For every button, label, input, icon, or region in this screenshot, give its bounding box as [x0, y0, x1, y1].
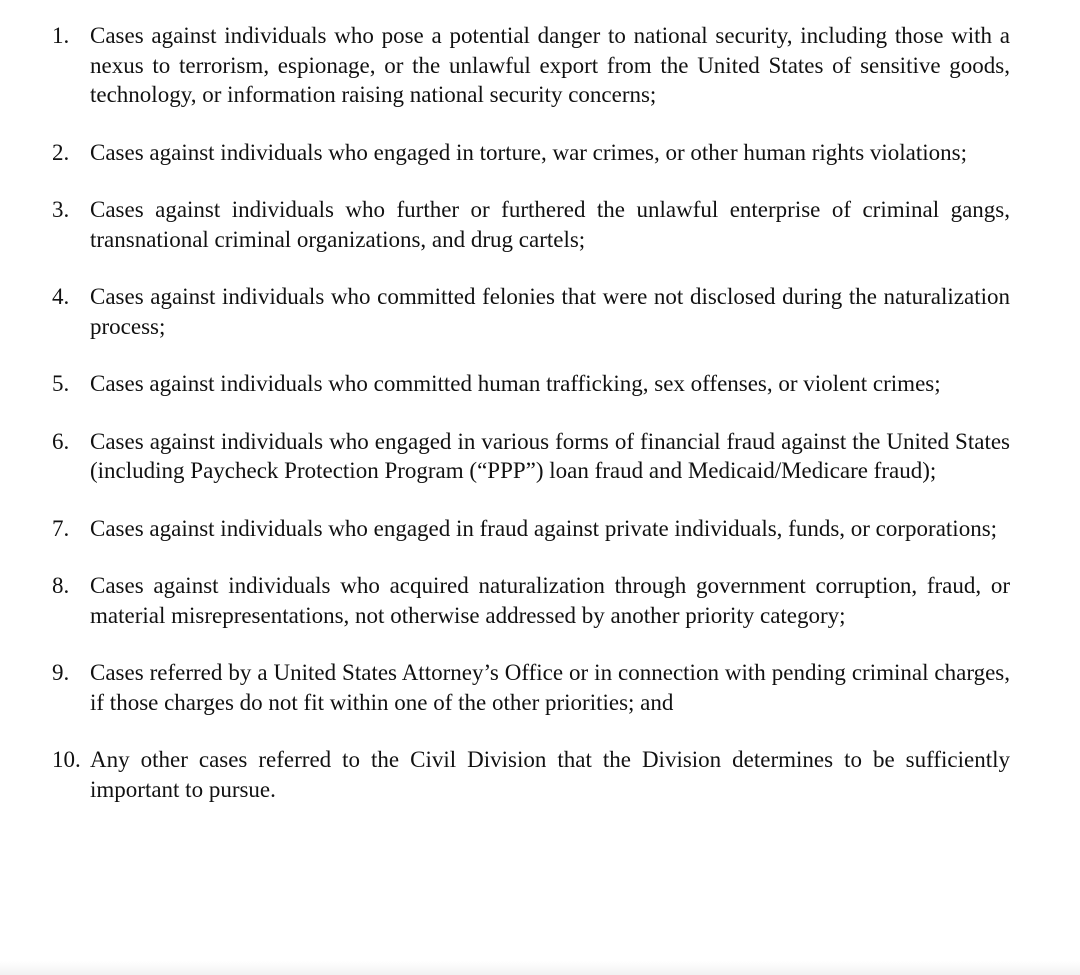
list-item-text: Cases against individuals who committed human trafficking, sex offenses, or violent crimes;	[90, 371, 941, 396]
list-item	[0, 21, 1080, 110]
list-item-number: 1.	[52, 23, 70, 48]
list-item	[0, 282, 1080, 341]
list-item	[0, 427, 1080, 486]
list-item-text: Cases referred by a United States Attorney’s Office or in connection with pending criminal charges, if those charges do not fit within one of the other priorities; and	[90, 660, 1010, 715]
priority-list	[0, 21, 1080, 832]
list-item-text: Cases against individuals who engaged in torture, war crimes, or other human rights violations;	[90, 139, 968, 165]
list-item	[0, 514, 1080, 544]
list-item-text: Cases against individuals who pose a potential danger to national security, including those with a nexus to terrorism, espionage, or the unlawful export from the United States of sensitive goods, technology, or information raising national security concerns;	[90, 23, 1010, 107]
list-item	[0, 195, 1080, 254]
list-item	[0, 369, 1080, 399]
list-item	[0, 138, 1080, 168]
list-item-text: Any other cases referred to the Civil Division that the Division determines to be sufficiently important to pursue.	[90, 747, 1010, 802]
list-item	[0, 745, 1080, 804]
list-item	[0, 571, 1080, 630]
bottom-edge-shadow	[0, 961, 1080, 975]
list-item-number: 9.	[52, 660, 70, 685]
list-item-number: 10.	[52, 747, 81, 772]
list-item-number: 8.	[52, 573, 70, 598]
list-item-text: Cases against individuals who engaged in various forms of financial fraud against the United States (including Paycheck Protection Program (“PPP”) loan fraud and Medicaid/Medicare fraud);	[90, 428, 1010, 483]
list-item-number: 7.	[52, 515, 70, 541]
list-item-text: Cases against individuals who acquired naturalization through government corruption, fraud, or material misrepresentations, not otherwise addressed by another priority category;	[90, 573, 1010, 628]
list-item-number: 6.	[52, 428, 70, 454]
list-item	[0, 658, 1080, 717]
list-item-number: 3.	[52, 197, 70, 222]
list-item-text: Cases against individuals who committed felonies that were not disclosed during the naturalization process;	[90, 284, 1010, 339]
list-item-number: 4.	[52, 284, 70, 309]
list-item-text: Cases against individuals who engaged in fraud against private individuals, funds, or corporations;	[90, 515, 998, 541]
list-item-number: 2.	[52, 139, 70, 165]
list-item-number: 5.	[52, 371, 70, 396]
list-item-text: Cases against individuals who further or furthered the unlawful enterprise of criminal gangs, transnational criminal organizations, and drug cartels;	[90, 197, 1010, 252]
